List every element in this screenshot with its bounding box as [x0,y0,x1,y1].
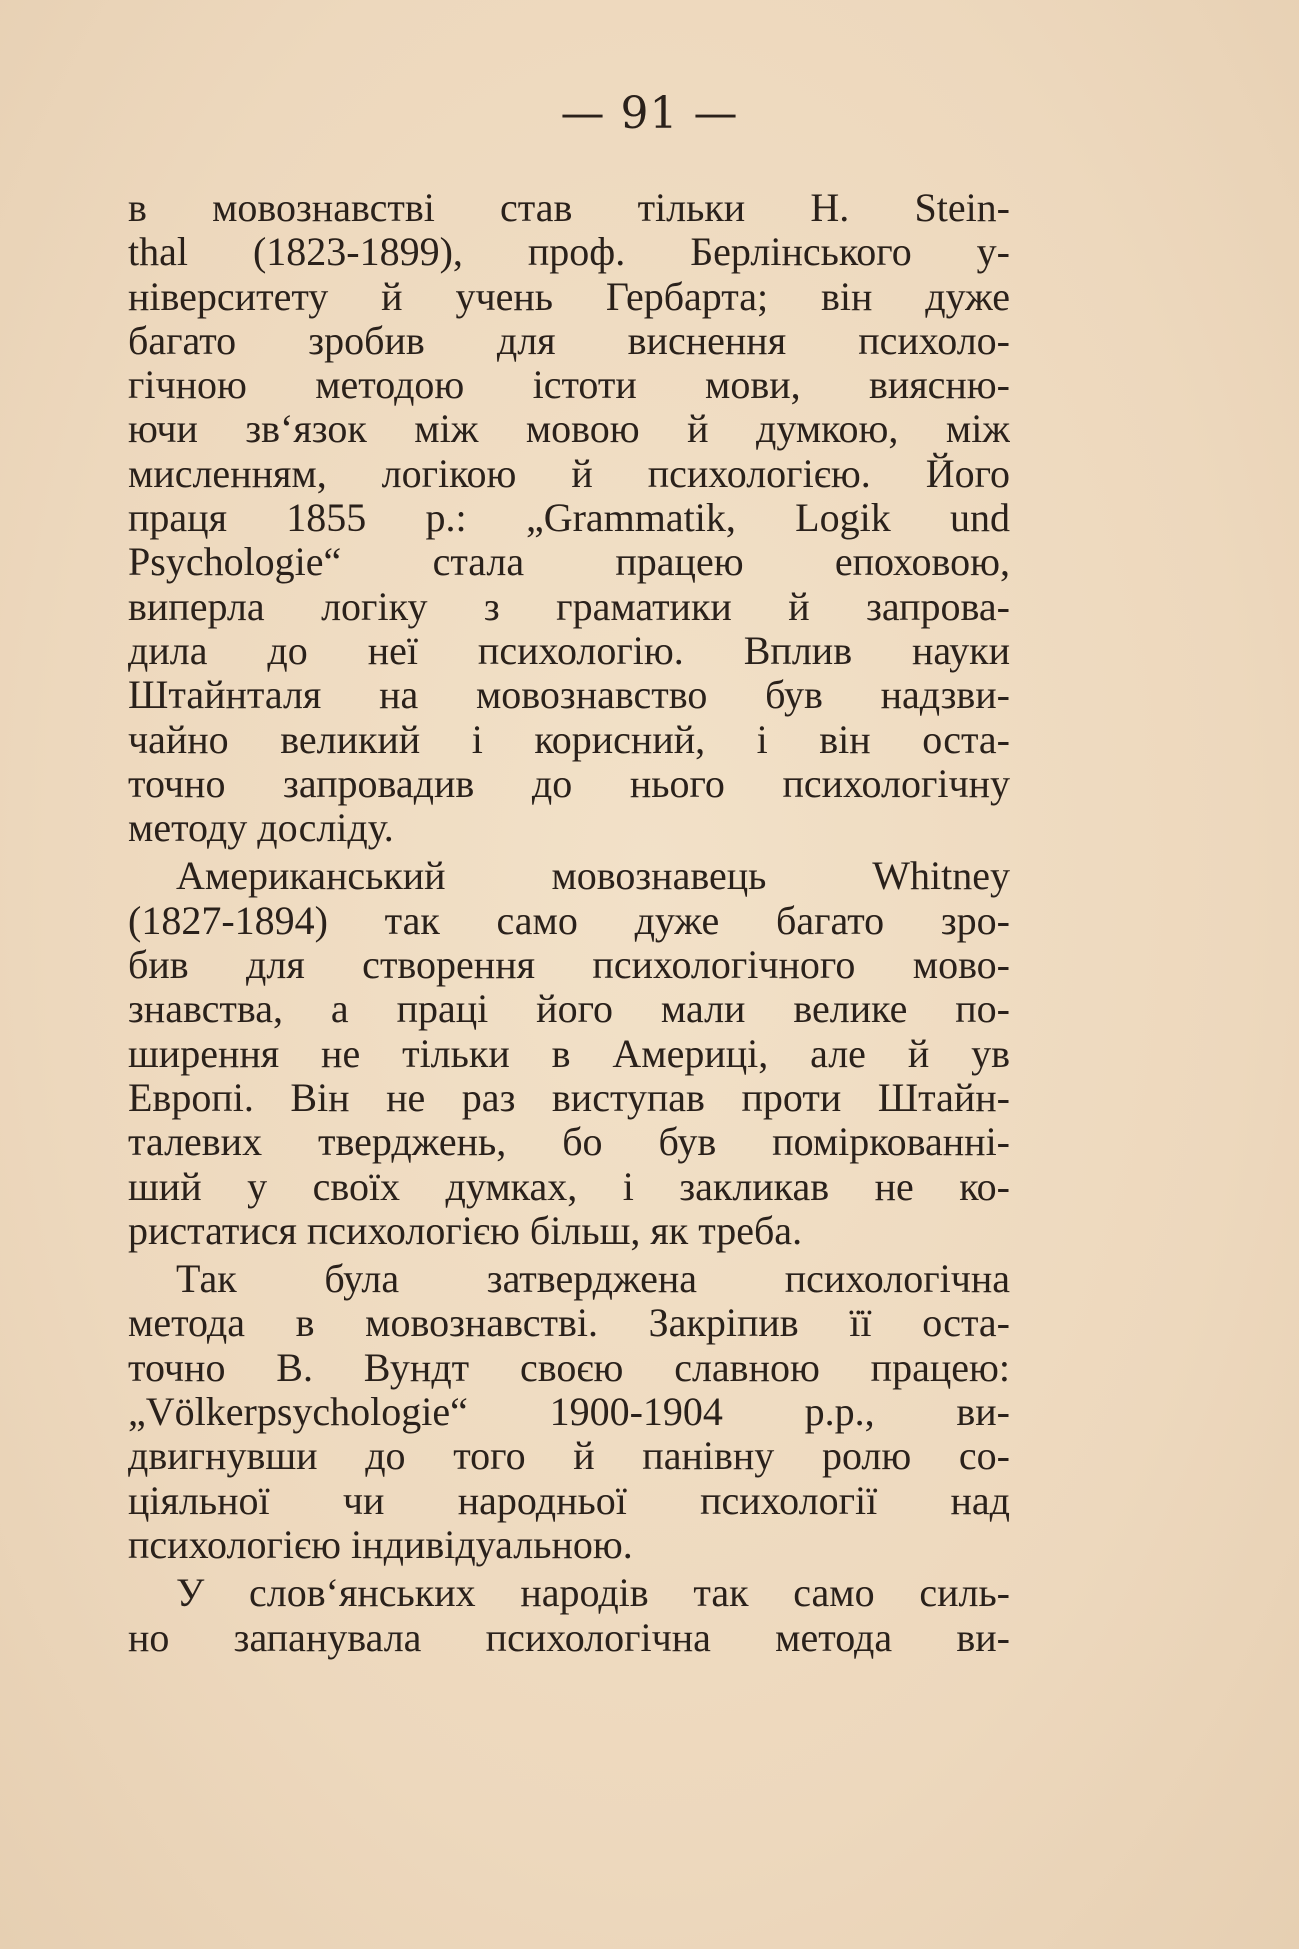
text-line: в мовознавстві став тільки H. Stein- [128,186,1010,230]
text-line: Psychologie“ стала працею епоховою, [128,540,1010,585]
text-line: Так була затверджена психологічна [176,1257,1010,1302]
paragraph-3 [128,1257,1010,1567]
text-line: thal (1823-1899), проф. Берлінського у- [128,230,1010,275]
text-line: ніверситету й учень Гербарта; він дуже [128,274,1010,319]
text-line: мисленням, логікою й психологією. Його [128,451,1010,496]
text-line: „Völkerpsychologie“ 1900-1904 р.р., ви- [128,1390,1010,1435]
text-line: знавства, а праці його мали велике по- [128,987,1010,1032]
text-line: багато зробив для виснення психоло- [128,318,1010,363]
page-number: — 91 — [560,88,739,139]
text-line: ючи зв‘язок між мовою й думкою, між [128,407,1010,452]
text-line: Европі. Він не раз виступав проти Штайн- [128,1075,1010,1120]
text-line: точно В. Вундт своєю славною працею: [128,1345,1010,1390]
text-line: двигнувши до того й панівну ролю со- [128,1434,1010,1479]
text-line: виперла логіку з граматики й запрова- [128,584,1010,629]
text-line: талевих тверджень, бо був поміркованні- [128,1120,1010,1165]
text-line: дила до неї психологію. Вплив науки [128,628,1010,673]
text-line: но запанувала психологічна метода ви- [128,1615,1010,1660]
text-line: методу досліду. [128,806,394,851]
text-line: точно запровадив до нього психологічну [128,761,1010,806]
text-line: чайно великий і корисний, і він оста- [128,717,1010,762]
body-text [128,186,1010,1660]
text-line: праця 1855 р.: „Grammatik, Logik und [128,496,1010,541]
text-line: ристатися психологією більш, як треба. [128,1208,803,1253]
text-line: ширення не тільки в Америці, але й ув [128,1031,1010,1076]
text-line: ціяльної чи народньої психології над [128,1478,1010,1523]
text-line: Американський мовознавець Whitney [176,854,1010,899]
text-line: Штайнталя на мовознавство був надзви- [128,673,1010,718]
paragraph-2 [128,854,1010,1253]
paragraph-1 [128,186,1010,850]
text-line: (1827-1894) так само дуже багато зро- [128,898,1010,943]
text-line: ший у своїх думках, і закликав не ко- [128,1164,1010,1209]
paragraph-4 [128,1571,1010,1660]
text-line: гічною методою істоти мови, виясню- [128,363,1010,408]
text-line: метода в мовознавстві. Закріпив її оста- [128,1301,1010,1346]
text-line: У слов‘янських народів так само силь- [176,1571,1010,1616]
text-line: бив для створення психологічного мово- [128,943,1010,988]
text-line: психологією індивідуальною. [128,1522,633,1567]
